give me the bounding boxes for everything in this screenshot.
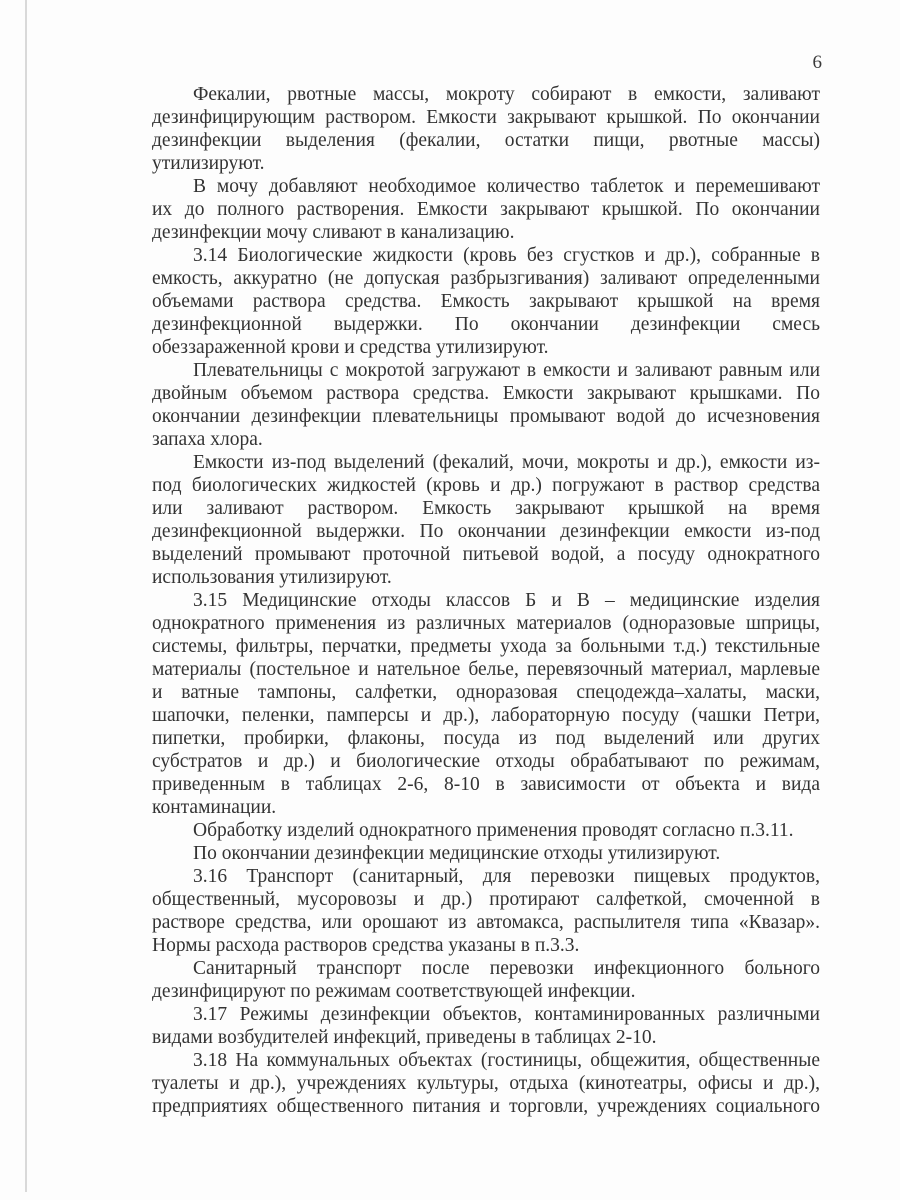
text-line: дезинфицирующим раствором. Емкости закрывают крышкой. По окончании (152, 107, 820, 128)
text-line: пипетки, пробирки, флаконы, посуда из под выделений или других (152, 728, 820, 749)
text-line: 3.14 Биологические жидкости (кровь без сгустков и др.), собранные в (193, 245, 820, 266)
text-line: субстратов и др.) и биологические отходы обрабатывают по режимам, (152, 751, 820, 772)
paragraph-containers (152, 451, 820, 589)
text-line: 3.17 Режимы дезинфекции объектов, контаминированных различными (193, 1004, 820, 1025)
text-line: контаминации. (152, 797, 277, 818)
text-line: По окончании дезинфекции медицинские отходы утилизируют. (193, 843, 721, 864)
paragraph-section-3-14 (152, 244, 820, 359)
text-line: однократного применения из различных материалов (одноразовые шприцы, (152, 613, 820, 634)
text-line: Санитарный транспорт после перевозки инфекционного больного (193, 958, 820, 979)
text-line: приведенным в таблицах 2-6, 8-10 в зависимости от объекта и вида (152, 774, 820, 795)
text-line: материалы (постельное и нательное белье, перевязочный материал, марлевые (152, 659, 820, 680)
text-line: под биологических жидкостей (кровь и др.) погружают в раствор средства (152, 475, 820, 496)
paragraph-section-3-16 (152, 865, 820, 957)
paragraph-sanitary-transport (152, 957, 820, 1003)
paragraph-waste-disposal (152, 842, 820, 865)
text-line: двойным объемом раствора средства. Емкости закрывают крышками. По (152, 383, 820, 404)
text-line: их до полного растворения. Емкости закрывают крышкой. По окончании (152, 199, 820, 220)
text-line: обеззараженной крови и средства утилизируют. (152, 337, 549, 358)
text-line: 3.16 Транспорт (санитарный, для перевозки пищевых продуктов, (193, 866, 820, 887)
paragraph-section-3-17 (152, 1003, 820, 1049)
text-line: шапочки, пеленки, памперсы и др.), лабораторную посуду (чашки Петри, (152, 705, 820, 726)
text-line: 3.18 На коммунальных объектах (гостиницы, общежития, общественные (193, 1050, 820, 1071)
text-line: дезинфекционной выдержки. По окончании дезинфекции емкости из-под (152, 521, 820, 542)
text-line: Нормы расхода растворов средства указаны в п.3.3. (152, 935, 580, 956)
page-edge-shadow (25, 0, 27, 1192)
text-line: или заливают раствором. Емкость закрывают крышкой на время (152, 498, 820, 519)
paragraph-section-3-15 (152, 589, 820, 819)
text-line: объемами раствора средства. Емкость закрывают крышкой на время (152, 291, 820, 312)
text-line: предприятиях общественного питания и торговли, учреждениях социального (152, 1096, 820, 1117)
text-line: утилизируют. (152, 153, 265, 174)
text-line: системы, фильтры, перчатки, предметы ухода за больными т.д.) текстильные (152, 636, 820, 657)
text-line: туалеты и др.), учреждениях культуры, отдыха (кинотеатры, офисы и др.), (152, 1073, 820, 1094)
text-line: дезинфекционной выдержки. По окончании дезинфекции смесь (152, 314, 820, 335)
text-line: видами возбудителей инфекций, приведены в таблицах 2-10. (152, 1027, 657, 1048)
text-line: Плевательницы с мокротой загружают в емкости и заливают равным или (193, 360, 820, 381)
text-line: окончании дезинфекции плевательницы промывают водой до исчезновения (152, 406, 820, 427)
text-line: и ватные тампоны, салфетки, одноразовая спецодежда–халаты, маски, (152, 682, 820, 703)
text-line: выделений промывают проточной питьевой водой, а посуду однократного (152, 544, 820, 565)
text-line: общественный, мусоровозы и др.) протирают салфеткой, смоченной в (152, 889, 820, 910)
text-line: Емкости из-под выделений (фекалий, мочи, мокроты и др.), емкости из- (193, 452, 820, 473)
paragraph-feces-vomit (152, 83, 820, 175)
text-line: емкость, аккуратно (не допуская разбрызгивания) заливают определенными (152, 268, 820, 289)
text-line: дезинфицируют по режимам соответствующей инфекции. (152, 981, 636, 1002)
paragraph-urine (152, 175, 820, 244)
body-text (152, 83, 820, 1118)
paragraph-spittoons (152, 359, 820, 451)
text-line: 3.15 Медицинские отходы классов Б и В – медицинские изделия (193, 590, 820, 611)
text-line: растворе средства, или орошают из автомакса, распылителя типа «Квазар». (152, 912, 820, 933)
text-line: дезинфекции мочу сливают в канализацию. (152, 222, 515, 243)
text-line: Фекалии, рвотные массы, мокроту собирают в емкости, заливают (193, 84, 820, 105)
paragraph-single-use (152, 819, 820, 842)
text-line: дезинфекции выделения (фекалии, остатки пищи, рвотные массы) (152, 130, 820, 151)
text-line: использования утилизируют. (152, 567, 392, 588)
text-line: запаха хлора. (152, 429, 263, 450)
text-line: В мочу добавляют необходимое количество таблеток и перемешивают (193, 176, 820, 197)
paragraph-section-3-18 (152, 1049, 820, 1118)
page-number: 6 (812, 52, 822, 73)
text-line: Обработку изделий однократного применения проводят согласно п.3.11. (193, 820, 794, 841)
